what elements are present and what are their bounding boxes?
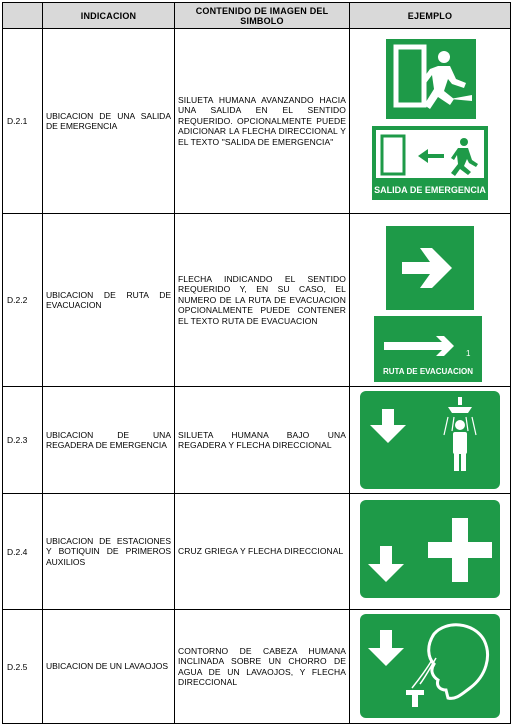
row-code: D.2.2 [3,214,43,387]
row-ejemplo [350,387,511,494]
signs-table [2,2,511,724]
exit-route-sign [372,126,488,200]
emergency-shower-sign [360,391,500,489]
route-number: 1 [466,349,471,358]
table-row [3,29,511,214]
row-contenido: FLECHA INDICANDO EL SENTIDO REQUERIDO Y, EN SU CASO, EL NUMERO DE LA RUTA DE EVACUACION OPCIONALMENTE PUEDE CONTENER EL TEXTO RUTA DE EVACUACION [175,214,350,387]
row-indicacion: UBICACION DE UNA REGADERA DE EMERGENCIA [43,387,175,494]
row-indicacion: UBICACION DE RUTA DE EVACUACION [43,214,175,387]
emergency-exit-sign [386,39,476,119]
row-code: D.2.4 [3,494,43,610]
table-row [3,214,511,387]
row-ejemplo [350,494,511,610]
row-code: D.2.5 [3,610,43,724]
header-code [3,3,43,29]
row-ejemplo [350,610,511,724]
table-row [3,494,511,610]
table-row [3,610,511,724]
row-ejemplo [350,29,511,214]
row-code: D.2.1 [3,29,43,214]
eyewash-sign [360,614,500,718]
evacuation-route-sign [374,316,482,382]
row-ejemplo [350,214,511,387]
row-code: D.2.3 [3,387,43,494]
first-aid-sign [360,500,500,598]
row-contenido: SILUETA HUMANA BAJO UNA REGADERA Y FLECHA DIRECCIONAL [175,387,350,494]
table-row [3,387,511,494]
row-contenido: CRUZ GRIEGA Y FLECHA DIRECCIONAL [175,494,350,610]
row-contenido: SILUETA HUMANA AVANZANDO HACIA UNA SALIDA EN EL SENTIDO REQUERIDO. OPCIONALMENTE PUEDE ADICIONAR LA FLECHA DIRECCIONAL Y EL TEXTO "SALIDA DE EMERGENCIA" [175,29,350,214]
exit-sign-text: SALIDA DE EMERGENCIA [374,185,486,195]
header-contenido: CONTENIDO DE IMAGEN DEL SIMBOLO [175,3,350,29]
row-contenido: CONTORNO DE CABEZA HUMANA INCLINADA SOBRE UN CHORRO DE AGUA DE UN LAVAOJOS, Y FLECHA DIRECCIONAL [175,610,350,724]
row-indicacion: UBICACION DE UNA SALIDA DE EMERGENCIA [43,29,175,214]
row-indicacion: UBICACION DE ESTACIONES Y BOTIQUIN DE PRIMEROS AUXILIOS [43,494,175,610]
row-indicacion: UBICACION DE UN LAVAOJOS [43,610,175,724]
header-indicacion: INDICACION [43,3,175,29]
arrow-right-sign [386,226,474,310]
route-sign-text: RUTA DE EVACUACION [382,367,474,376]
header-ejemplo: EJEMPLO [350,3,511,29]
header-row [3,3,511,29]
